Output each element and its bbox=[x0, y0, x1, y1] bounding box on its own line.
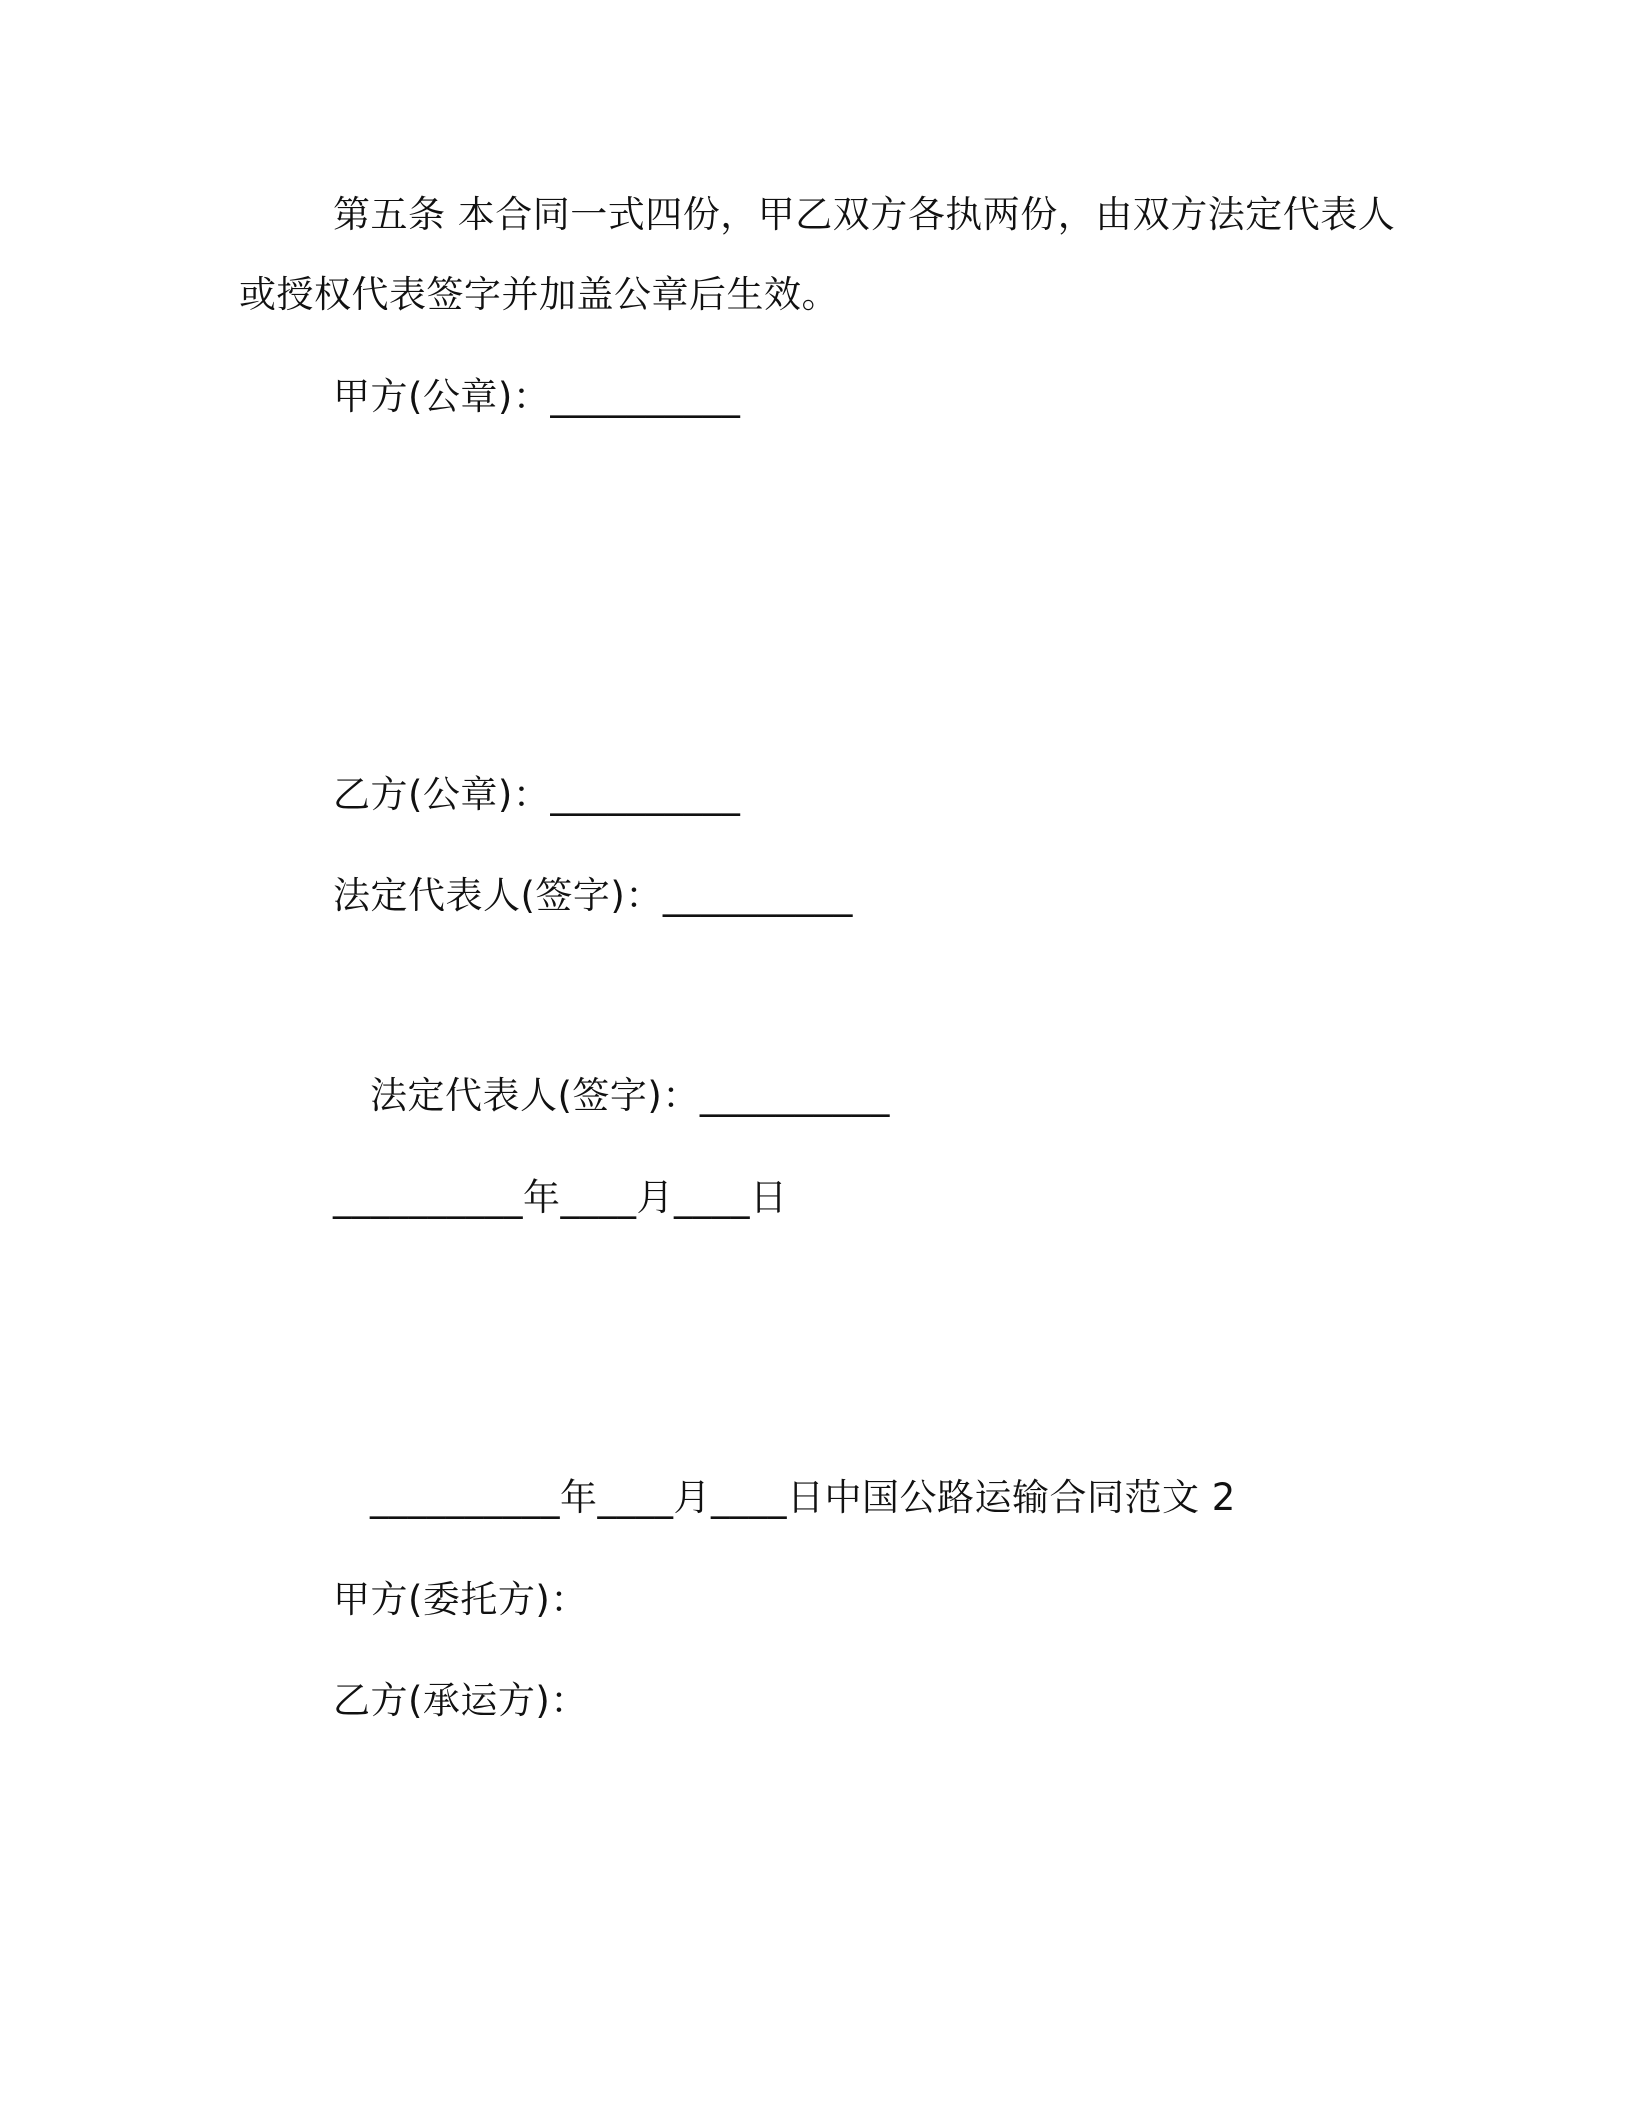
date-line: __________年____月____日 bbox=[333, 1176, 788, 1219]
party-b-carrier-line: 乙方(承运方)： bbox=[333, 1679, 588, 1722]
party-a-consignor-line: 甲方(委托方)： bbox=[333, 1578, 588, 1621]
party-b-seal-line: 乙方(公章)：__________ bbox=[333, 773, 741, 816]
article-5-line-1: 第五条 本合同一式四份，甲乙双方各执两份，由双方法定代表人 bbox=[333, 193, 1396, 236]
date-and-contract-title-line: __________年____月____日中国公路运输合同范文 2 bbox=[370, 1476, 1236, 1519]
legal-representative-signature-line: 法定代表人(签字)：__________ bbox=[333, 874, 853, 917]
article-5-line-2: 或授权代表签字并加盖公章后生效。 bbox=[239, 273, 839, 316]
party-a-seal-line: 甲方(公章)：__________ bbox=[333, 375, 741, 418]
legal-representative-signature-line: 法定代表人(签字)：__________ bbox=[370, 1074, 890, 1117]
